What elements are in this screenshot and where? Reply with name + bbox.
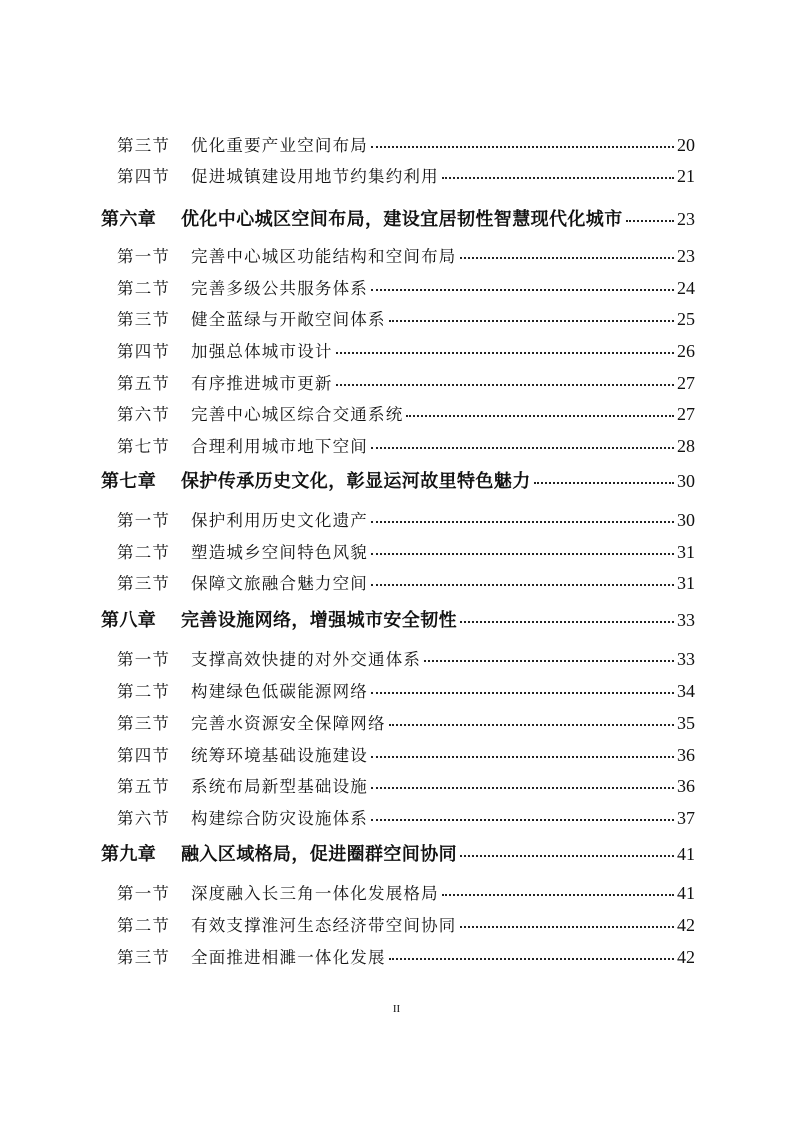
toc-page-number: 36 [677, 776, 695, 796]
toc-entry-title: 完善中心城区综合交通系统 [191, 405, 404, 424]
toc-entry-label [101, 606, 457, 632]
toc-page-number: 37 [677, 808, 695, 828]
toc-dot-leader [371, 755, 674, 758]
toc-entry-title: 优化中心城区空间布局，建设宜居韧性智慧现代化城市 [181, 209, 623, 230]
toc-entry-title: 系统布局新型基础设施 [191, 777, 368, 796]
toc-entry-title: 构建绿色低碳能源网络 [191, 682, 368, 701]
toc-page-number: 27 [677, 373, 695, 393]
toc-entry-label [101, 205, 623, 231]
toc-page-number: 33 [677, 649, 695, 669]
toc-page-number: 25 [677, 309, 695, 329]
toc-entry-title: 完善多级公共服务体系 [191, 279, 368, 298]
toc-entry-label [117, 163, 439, 187]
toc-dot-leader [389, 723, 674, 726]
toc-dot-leader [389, 957, 674, 960]
toc-section-entry[interactable] [117, 773, 695, 797]
toc-entry-label [117, 507, 368, 531]
toc-section-entry[interactable] [117, 539, 695, 563]
toc-section-entry[interactable] [117, 710, 695, 734]
toc-entry-label [117, 539, 368, 563]
toc-entry-number: 第二节 [117, 279, 171, 298]
toc-entry-label [117, 370, 333, 394]
toc-entry-title: 融入区域格局，促进圈群空间协同 [181, 844, 457, 865]
toc-page-number: 30 [677, 471, 695, 491]
toc-entry-number: 第六章 [101, 209, 157, 230]
toc-entry-label [117, 805, 368, 829]
toc-entry-number: 第二节 [117, 682, 171, 701]
toc-entry-number: 第三节 [117, 948, 171, 967]
toc-entry-number: 第三节 [117, 310, 171, 329]
page-number-footer: II [392, 1003, 401, 1015]
toc-entry-label [117, 944, 386, 968]
toc-section-entry[interactable] [117, 570, 695, 594]
toc-entry-title: 完善水资源安全保障网络 [191, 714, 386, 733]
toc-entry-label [117, 306, 386, 330]
toc-entry-title: 促进城镇建设用地节约集约利用 [191, 167, 439, 186]
toc-entry-label [117, 132, 368, 156]
toc-page-number: 35 [677, 713, 695, 733]
toc-entry-label [117, 243, 457, 267]
toc-section-entry[interactable] [117, 912, 695, 936]
toc-entry-label [117, 710, 386, 734]
toc-entry-label [117, 646, 421, 670]
toc-page-number: 41 [677, 844, 695, 864]
toc-section-entry[interactable] [117, 944, 695, 968]
toc-entry-number: 第六节 [117, 405, 171, 424]
toc-entry-number: 第七节 [117, 437, 171, 456]
toc-section-entry[interactable] [117, 401, 695, 425]
toc-entry-number: 第二节 [117, 543, 171, 562]
toc-entry-label [117, 401, 403, 425]
toc-entry-number: 第一节 [117, 511, 171, 530]
toc-dot-leader [534, 481, 674, 484]
toc-dot-leader [371, 583, 674, 586]
toc-entry-label [101, 467, 531, 493]
toc-entry-number: 第二节 [117, 916, 171, 935]
toc-entry-title: 合理利用城市地下空间 [191, 437, 368, 456]
toc-page-number: 41 [677, 883, 695, 903]
toc-dot-leader [389, 319, 674, 322]
toc-entry-number: 第八章 [101, 610, 157, 631]
toc-dot-leader [371, 786, 674, 789]
toc-page-number: 21 [677, 166, 695, 186]
toc-page-number: 28 [677, 436, 695, 456]
toc-page-number: 20 [677, 135, 695, 155]
toc-entry-title: 全面推进相濉一体化发展 [191, 948, 386, 967]
toc-entry-label [117, 338, 333, 362]
toc-chapter-entry[interactable] [101, 205, 695, 231]
toc-entry-label [117, 275, 368, 299]
toc-page-number: 24 [677, 278, 695, 298]
toc-entry-number: 第九章 [101, 844, 157, 865]
toc-section-entry[interactable] [117, 338, 695, 362]
toc-entry-number: 第四节 [117, 746, 171, 765]
toc-dot-leader [460, 925, 675, 928]
toc-chapter-entry[interactable] [101, 606, 695, 632]
toc-entry-number: 第三节 [117, 136, 171, 155]
toc-section-entry[interactable] [117, 507, 695, 531]
toc-entry-number: 第五节 [117, 777, 171, 796]
toc-section-entry[interactable] [117, 646, 695, 670]
toc-entry-label [101, 840, 457, 866]
toc-entry-number: 第七章 [101, 471, 157, 492]
toc-entry-title: 加强总体城市设计 [191, 342, 333, 361]
toc-dot-leader [442, 893, 674, 896]
toc-dot-leader [371, 446, 674, 449]
toc-dot-leader [460, 256, 675, 259]
toc-dot-leader [371, 288, 674, 291]
toc-entry-title: 有效支撑淮河生态经济带空间协同 [191, 916, 457, 935]
toc-entry-label [117, 773, 368, 797]
toc-entry-title: 支撑高效快捷的对外交通体系 [191, 650, 422, 669]
toc-entry-title: 构建综合防灾设施体系 [191, 809, 368, 828]
toc-page-number: 36 [677, 745, 695, 765]
toc-entry-label [117, 570, 368, 594]
toc-page-number: 42 [677, 915, 695, 935]
toc-page-number: 23 [677, 246, 695, 266]
toc-section-entry[interactable] [117, 880, 695, 904]
toc-section-entry[interactable] [117, 742, 695, 766]
toc-entry-title: 保障文旅融合魅力空间 [191, 574, 368, 593]
toc-entry-title: 完善设施网络，增强城市安全韧性 [181, 610, 457, 631]
toc-page-number: 33 [677, 610, 695, 630]
toc-page-number: 30 [677, 510, 695, 530]
toc-dot-leader [336, 383, 674, 386]
toc-dot-leader [371, 818, 674, 821]
toc-entry-title: 保护传承历史文化，彰显运河故里特色魅力 [181, 471, 531, 492]
toc-dot-leader [336, 351, 674, 354]
toc-entry-number: 第四节 [117, 342, 171, 361]
toc-page-number: 42 [677, 947, 695, 967]
toc-page-number: 31 [677, 542, 695, 562]
toc-entry-title: 深度融入长三角一体化发展格局 [191, 884, 439, 903]
toc-entry-number: 第五节 [117, 374, 171, 393]
toc-section-entry[interactable] [117, 370, 695, 394]
toc-section-entry[interactable] [117, 243, 695, 267]
toc-dot-leader [371, 145, 674, 148]
toc-chapter-entry[interactable] [101, 467, 695, 493]
toc-entry-number: 第一节 [117, 650, 171, 669]
toc-entry-title: 有序推进城市更新 [191, 374, 333, 393]
toc-entry-title: 统筹环境基础设施建设 [191, 746, 368, 765]
toc-entry-title: 塑造城乡空间特色风貌 [191, 543, 368, 562]
toc-entry-label [117, 880, 439, 904]
toc-section-entry[interactable] [117, 306, 695, 330]
toc-dot-leader [371, 552, 674, 555]
toc-dot-leader [460, 620, 674, 623]
toc-entry-number: 第六节 [117, 809, 171, 828]
toc-section-entry[interactable] [117, 132, 695, 156]
toc-entry-title: 健全蓝绿与开敞空间体系 [191, 310, 386, 329]
toc-dot-leader [424, 659, 674, 662]
toc-dot-leader [460, 854, 674, 857]
toc-page-number: 34 [677, 681, 695, 701]
toc-page-number: 31 [677, 573, 695, 593]
toc-entry-label [117, 433, 368, 457]
toc-entry-number: 第三节 [117, 574, 171, 593]
toc-entry-number: 第一节 [117, 247, 171, 266]
toc-chapter-entry[interactable] [101, 840, 695, 866]
toc-entry-number: 第四节 [117, 167, 171, 186]
toc-dot-leader [442, 176, 674, 179]
toc-entry-title: 优化重要产业空间布局 [191, 136, 368, 155]
toc-dot-leader [371, 691, 674, 694]
toc-entry-title: 保护利用历史文化遗产 [191, 511, 368, 530]
toc-entry-label [117, 678, 368, 702]
toc-section-entry[interactable] [117, 678, 695, 702]
toc-page-number: 27 [677, 404, 695, 424]
toc-section-entry[interactable] [117, 163, 695, 187]
toc-entry-label [117, 742, 368, 766]
toc-dot-leader [406, 414, 674, 417]
toc-page-number: 23 [677, 209, 695, 229]
toc-dot-leader [371, 520, 674, 523]
toc-entry-number: 第一节 [117, 884, 171, 903]
toc-entry-number: 第三节 [117, 714, 171, 733]
toc-section-entry[interactable] [117, 805, 695, 829]
toc-dot-leader [626, 219, 674, 222]
toc-section-entry[interactable] [117, 275, 695, 299]
toc-section-entry[interactable] [117, 433, 695, 457]
toc-entry-title: 完善中心城区功能结构和空间布局 [191, 247, 457, 266]
toc-entry-label [117, 912, 457, 936]
toc-page-number: 26 [677, 341, 695, 361]
